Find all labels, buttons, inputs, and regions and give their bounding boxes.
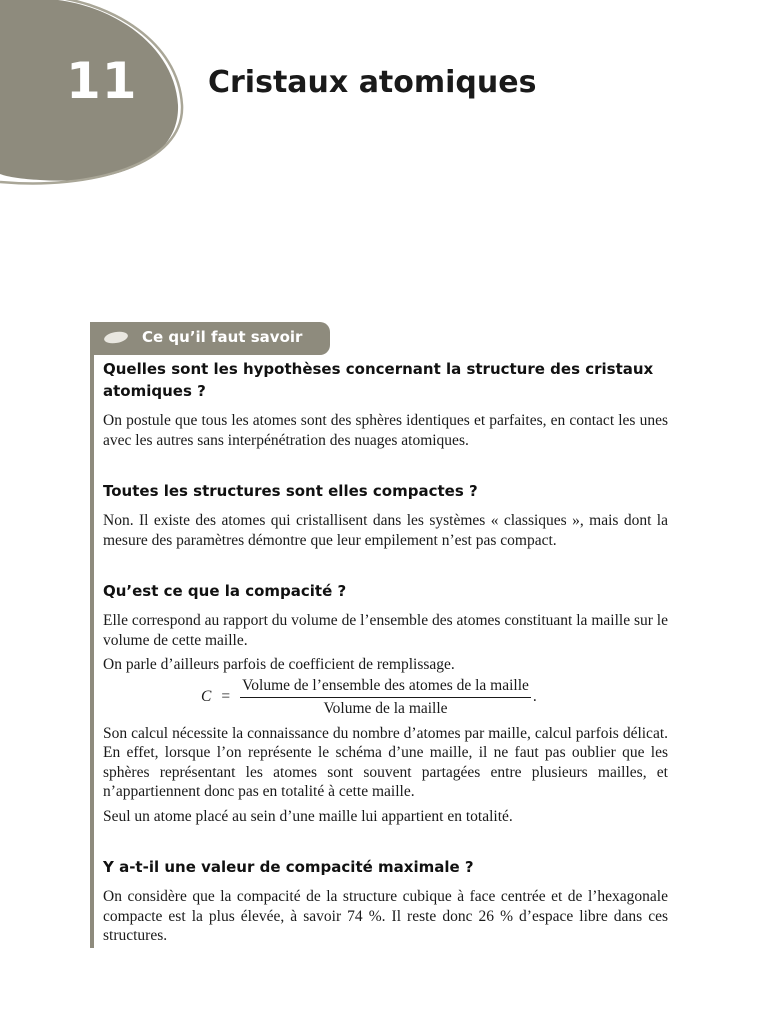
section-question: Qu’est ce que la compacité ? <box>103 582 347 600</box>
formula-fraction <box>240 677 531 718</box>
box-header-label: Ce qu’il faut savoir <box>142 328 303 346</box>
box-side-rule <box>90 322 94 948</box>
section-compact-structures <box>103 480 668 550</box>
section-max-compacite <box>103 856 668 946</box>
section-question: Quelles sont les hypothèses concernant la structure des cristaux atomiques ? <box>103 360 654 400</box>
box-content <box>103 358 668 946</box>
formula-denominator: Volume de la maille <box>323 699 448 717</box>
section-compacite <box>103 580 668 826</box>
chapter-number: 11 <box>66 52 138 110</box>
formula-numerator: Volume de l’ensemble des atomes de la maille <box>240 677 531 698</box>
section-paragraph: On postule que tous les atomes sont des sphères identiques et parfaites, en contact les unes avec les autres sans interpénétration des nuages atomiques. <box>103 412 668 449</box>
formula-equals: = <box>221 688 231 705</box>
section-hypotheses <box>103 358 668 450</box>
section-paragraph: On parle d’ailleurs parfois de coefficient de remplissage. <box>103 656 455 673</box>
section-question: Y a-t-il une valeur de compacité maximale ? <box>103 858 474 876</box>
formula-lhs: C <box>201 688 212 705</box>
formula-end: . <box>532 688 537 705</box>
compacity-formula <box>201 677 668 718</box>
leaf-icon <box>103 330 129 345</box>
section-question: Toutes les structures sont elles compactes ? <box>103 482 478 500</box>
box-header-tab <box>94 322 330 355</box>
section-paragraph: Seul un atome placé au sein d’une maille lui appartient en totalité. <box>103 807 513 825</box>
chapter-title: Cristaux atomiques <box>208 65 537 100</box>
section-paragraph: Elle correspond au rapport du volume de l’ensemble des atomes constituant la maille sur le volume de cette maille. <box>103 612 668 649</box>
section-paragraph: Son calcul nécessite la connaissance du nombre d’atomes par maille, calcul parfois délicat. En effet, lorsque l’on représente le schéma d’une maille, il ne faut pas oublier que les sphères représentant les atomes sont souvent partagées entre plusieurs mailles, et n’appartiennent donc pas en totalité à cette maille. <box>103 724 668 800</box>
section-paragraph: Non. Il existe des atomes qui cristallisent dans les systèmes « classiques », mais dont la mesure des paramètres démontre que leur empilement n’est pas compact. <box>103 512 668 549</box>
section-paragraph: On considère que la compacité de la structure cubique à face centrée et de l’hexagonale compacte est la plus élevée, à savoir 74 %. Il reste donc 26 % d’espace libre dans ces structures. <box>103 888 668 944</box>
